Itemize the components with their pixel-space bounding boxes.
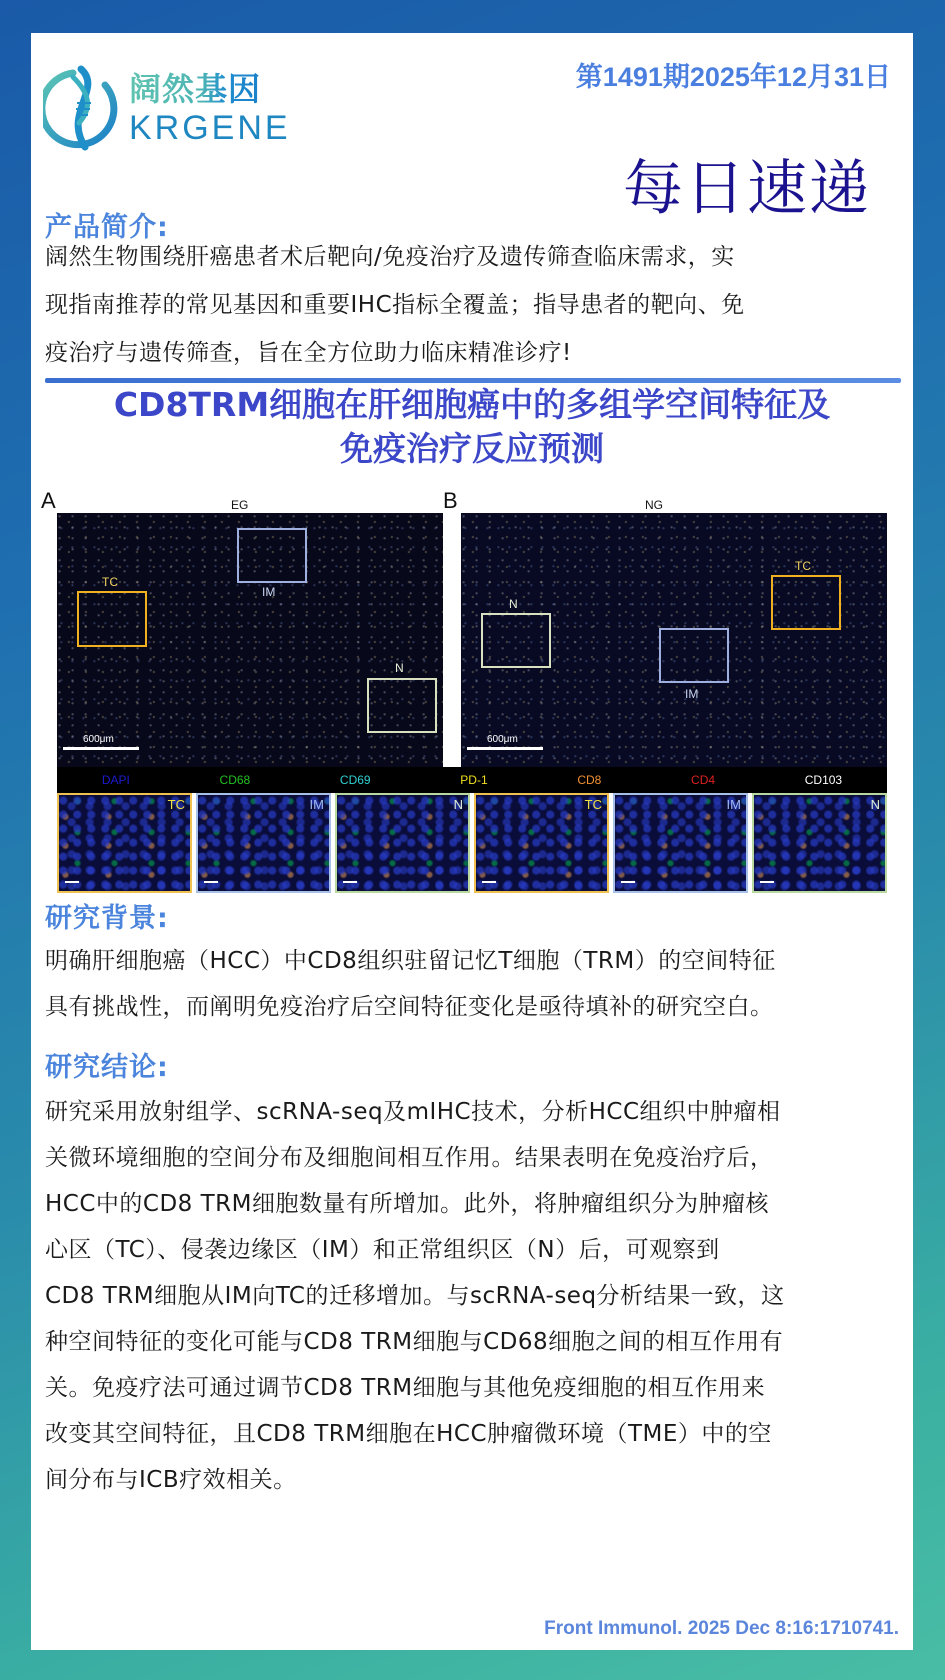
inset-scale-bar (65, 881, 79, 883)
text-line: 疫治疗与遗传筛查，旨在全方位助力临床精准诊疗! (45, 340, 572, 366)
inset-eg-tc (57, 793, 192, 893)
article-title (31, 383, 913, 471)
roi-im-label: IM (685, 687, 699, 701)
roi-tc-label: TC (795, 559, 811, 573)
roi-im-box (237, 528, 307, 583)
title-line: 免疫治疗反应预测 (340, 429, 604, 468)
inset-ng-im (613, 793, 748, 893)
issue-date: 第1491期2025年12月31日 (575, 62, 891, 92)
text-line: 种空间特征的变化可能与CD8 TRM细胞与CD68细胞之间的相互作用有 (45, 1329, 784, 1355)
mihc-figure (41, 488, 903, 898)
roi-tc-box (771, 575, 841, 630)
krgene-logo (43, 63, 303, 153)
panel-a-group-label: EG (231, 498, 249, 512)
inset-label: TC (167, 797, 185, 812)
inset-label: IM (309, 797, 324, 812)
roi-n-label: N (509, 597, 518, 611)
roi-tc-box (77, 591, 147, 647)
text-line: 明确肝细胞癌（HCC）中CD8组织驻留记忆T细胞（TRM）的空间特征 (45, 948, 776, 974)
legend-dapi: DAPI (101, 773, 130, 787)
roi-n-box (367, 678, 437, 733)
scale-label: 600μm (487, 734, 518, 745)
scale-bar (467, 747, 543, 750)
journal-citation: Front Immunol. 2025 Dec 8:16:1710741. (544, 1618, 899, 1639)
text-line: 研究采用放射组学、scRNA-seq及mIHC技术，分析HCC组织中肿瘤相 (45, 1099, 781, 1125)
roi-n-box (481, 613, 551, 668)
inset-row (57, 793, 887, 893)
text-line: 关。免疫疗法可通过调节CD8 TRM细胞与其他免疫细胞的相互作用来 (45, 1375, 766, 1401)
inset-scale-bar (621, 881, 635, 883)
research-conclusion-heading: 研究结论: (45, 1052, 169, 1083)
research-conclusion-text (45, 1089, 899, 1503)
legend-pd1: PD-1 (460, 773, 488, 787)
scale-label: 600μm (83, 734, 114, 745)
text-line: 现指南推荐的常见基因和重要IHC指标全覆盖；指导患者的靶向、免 (45, 292, 745, 318)
panel-letter-a: A (41, 488, 56, 513)
inset-label: N (870, 797, 880, 812)
legend-cd4: CD4 (691, 773, 716, 787)
legend-cd103: CD103 (804, 773, 843, 787)
roi-n-label: N (395, 661, 404, 675)
logo-english-name: KRGENE (129, 109, 291, 147)
inset-ng-n (752, 793, 887, 893)
inset-scale-bar (204, 881, 218, 883)
text-line: 间分布与ICB疗效相关。 (45, 1467, 297, 1493)
panel-b-group-label: NG (645, 498, 663, 512)
inset-label: N (453, 797, 463, 812)
text-line: 阔然生物围绕肝癌患者术后靶向/免疫治疗及遗传筛查临床需求，实 (45, 244, 735, 270)
newsletter-card (31, 33, 913, 1650)
legend-cd68: CD68 (219, 773, 251, 787)
roi-tc-label: TC (102, 575, 118, 589)
inset-eg-im (196, 793, 331, 893)
roi-im-box (659, 628, 729, 683)
panel-b-micrograph (461, 513, 887, 767)
inset-label: TC (584, 797, 602, 812)
inset-label: IM (726, 797, 741, 812)
inset-eg-n (335, 793, 470, 893)
text-line: HCC中的CD8 TRM细胞数量有所增加。此外，将肿瘤组织分为肿瘤核 (45, 1191, 770, 1217)
text-line: 改变其空间特征，且CD8 TRM细胞在HCC肿瘤微环境（TME）中的空 (45, 1421, 772, 1447)
panel-a-micrograph (57, 513, 443, 767)
text-line: CD8 TRM细胞从IM向TC的迁移增加。与scRNA-seq分析结果一致，这 (45, 1283, 785, 1309)
text-line: 具有挑战性，而阐明免疫治疗后空间特征变化是亟待填补的研究空白。 (45, 994, 774, 1020)
research-background-text (45, 938, 899, 1030)
text-line: 关微环境细胞的空间分布及细胞间相互作用。结果表明在免疫治疗后， (45, 1145, 774, 1171)
product-intro-text (45, 233, 899, 377)
daily-digest-title: 每日速递 (623, 154, 871, 224)
product-intro-heading: 产品简介: (45, 212, 169, 243)
legend-cd8: CD8 (577, 773, 602, 787)
panel-letter-b: B (443, 488, 458, 513)
roi-im-label: IM (262, 585, 276, 599)
inset-ng-tc (474, 793, 609, 893)
legend-cd69: CD69 (339, 773, 371, 787)
text-line: 心区（TC）、侵袭边缘区（IM）和正常组织区（N）后，可观察到 (45, 1237, 720, 1263)
channel-legend (57, 767, 887, 793)
research-background-heading: 研究背景: (45, 903, 169, 934)
scale-bar (63, 747, 139, 750)
inset-scale-bar (343, 881, 357, 883)
logo-chinese-name: 阔然基因 (129, 69, 291, 109)
inset-scale-bar (482, 881, 496, 883)
inset-scale-bar (760, 881, 774, 883)
dna-helix-logo-icon (43, 63, 123, 153)
title-line: CD8TRM细胞在肝细胞癌中的多组学空间特征及 (113, 385, 831, 424)
